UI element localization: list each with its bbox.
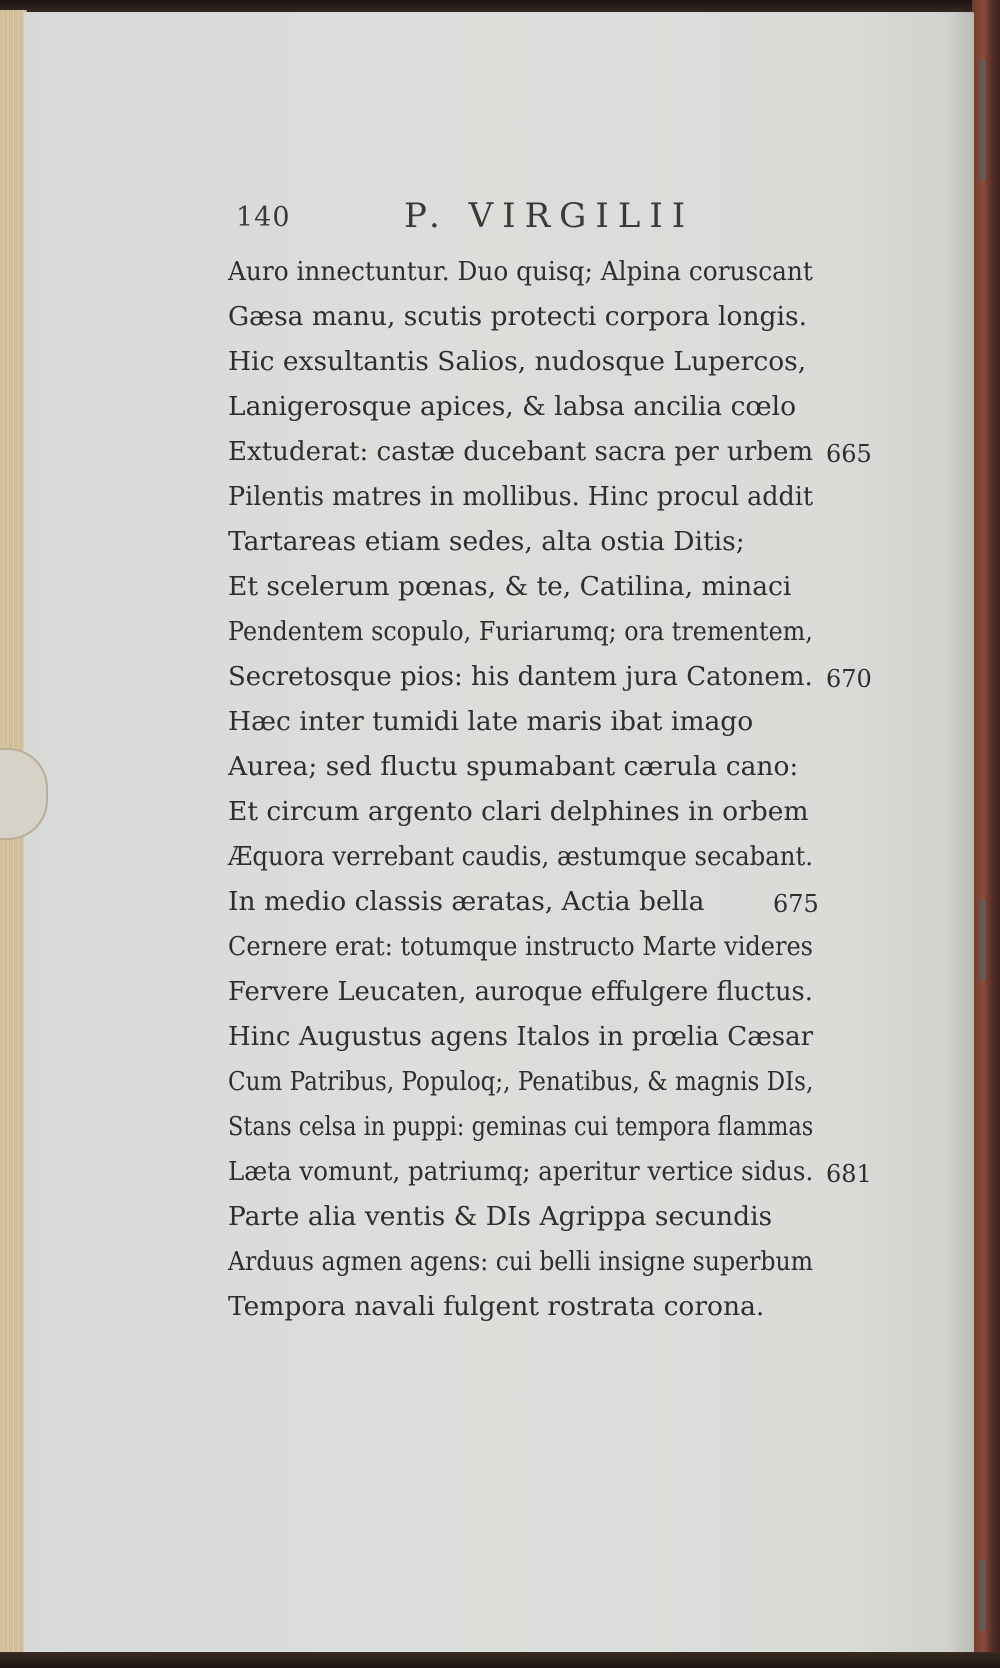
verse-text: Hic exsultantis Salios, nudosque Lupercos, (228, 346, 807, 377)
bottom-edge (0, 1652, 1000, 1668)
book-binding (972, 0, 1000, 1668)
verse-text: Lanigerosque apices, & labsa ancilia cœlo (228, 391, 797, 422)
verse-text: Pendentem scopulo, Furiarumq; ora trementem, (228, 616, 813, 647)
verse-line (228, 747, 868, 792)
verse-text-block (228, 252, 872, 1332)
running-head: P. VIRGILII (404, 196, 695, 236)
line-number: 675 (773, 890, 819, 918)
verse-text: Parte alia ventis & DIs Agrippa secundis (228, 1201, 773, 1232)
verse-line (228, 1062, 868, 1107)
verse-text: Tempora navali fulgent rostrata corona. (228, 1291, 765, 1322)
verse-line (228, 1017, 868, 1062)
verse-line (228, 657, 872, 702)
verse-text: Auro innectuntur. Duo quisq; Alpina coruscant (228, 256, 813, 287)
verse-text: Arduus agmen agens: cui belli insigne superbum (228, 1246, 814, 1277)
verse-line (228, 702, 868, 747)
verse-text: Secretosque pios: his dantem jura Catonem. (228, 661, 813, 692)
verse-text: Et scelerum pœnas, & te, Catilina, minaci (228, 571, 792, 602)
verse-line (228, 972, 868, 1017)
binding-wear (980, 1560, 986, 1630)
verse-line (228, 432, 872, 477)
verse-line (228, 1197, 868, 1242)
verse-line (228, 387, 868, 432)
page-header (236, 196, 756, 244)
verse-line (228, 252, 868, 297)
verse-line (228, 792, 868, 837)
line-number: 665 (826, 440, 872, 468)
verse-line (228, 1152, 872, 1197)
verse-line (228, 1287, 868, 1332)
verse-line (228, 612, 868, 657)
verse-text: Cum Patribus, Populoq;, Penatibus, & magnis DIs, (228, 1066, 814, 1097)
verse-line (228, 1242, 868, 1287)
verse-text: Hinc Augustus agens Italos in prœlia Cæsar (228, 1021, 814, 1052)
verse-line (228, 882, 868, 927)
verse-line (228, 297, 868, 342)
verse-text: Aurea; sed fluctu spumabant cærula cano: (228, 751, 799, 782)
verse-text: Fervere Leucaten, auroque effulgere fluctus. (228, 976, 813, 1007)
binding-wear (980, 60, 986, 180)
verse-line (228, 927, 868, 972)
verse-text: Pilentis matres in mollibus. Hinc procul addit (228, 481, 814, 512)
verse-line (228, 477, 868, 522)
verse-text: Cernere erat: totumque instructo Marte videres (228, 931, 813, 962)
verse-line (228, 522, 868, 567)
verse-text: Hæc inter tumidi late maris ibat imago (228, 706, 754, 737)
line-number: 681 (826, 1160, 872, 1188)
verse-line (228, 567, 868, 612)
verse-line (228, 1107, 868, 1152)
page-number: 140 (236, 202, 291, 233)
verse-line (228, 837, 868, 882)
binding-wear (980, 900, 986, 980)
verse-text: In medio classis æratas, Actia bella (228, 886, 705, 917)
verse-line (228, 342, 868, 387)
verse-text: Læta vomunt, patriumq; aperitur vertice sidus. (228, 1156, 814, 1187)
verse-text: Stans celsa in puppi: geminas cui tempora flammas (228, 1111, 814, 1142)
verse-text: Æquora verrebant caudis, æstumque secabant. (228, 841, 814, 872)
gutter-shadow (948, 12, 974, 1654)
verse-text: Gæsa manu, scutis protecti corpora longis. (228, 301, 808, 332)
verse-text: Et circum argento clari delphines in orbem (228, 796, 809, 827)
line-number: 670 (826, 665, 872, 693)
verse-text: Extuderat: castæ ducebant sacra per urbem (228, 436, 814, 467)
verse-text: Tartareas etiam sedes, alta ostia Ditis; (228, 526, 745, 557)
